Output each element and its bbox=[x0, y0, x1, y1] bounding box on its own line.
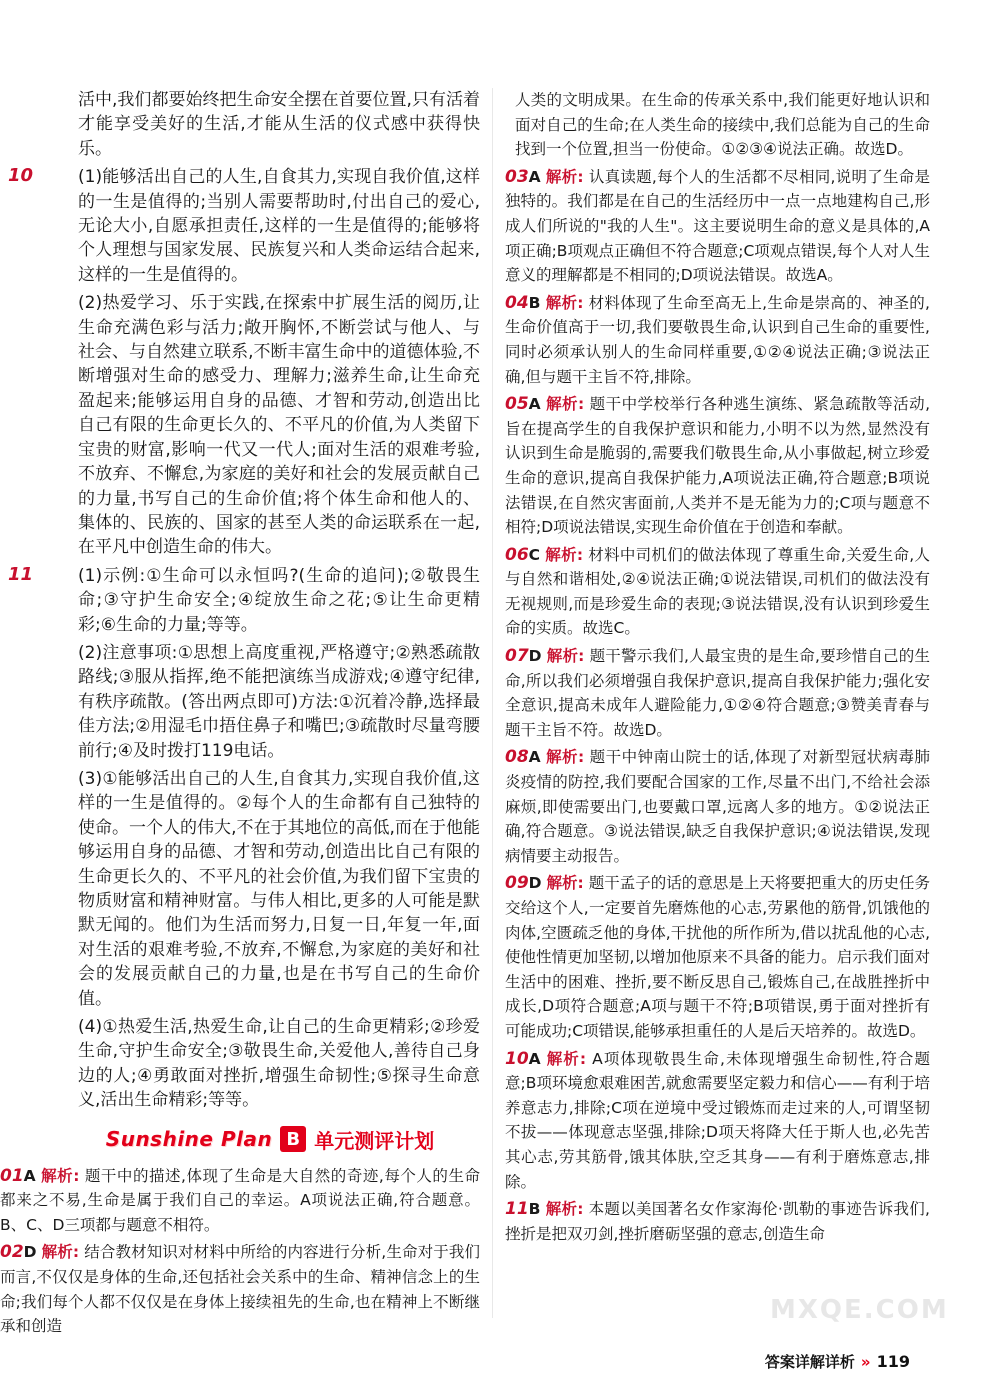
answer-number: 09 bbox=[505, 873, 529, 894]
q11-part-3: (3)①能够活出自己的人生,自食其力,实现自我价值,这样的一生是值得的。②每个人的生命都有自己独特的使命。一个人的伟大,不在于其地位的高低,而在于他能够运用自身的品德、才智和劳动,创造出比自己有限的生命更长久的、不平凡的社会价值,为我们留下宝贵的物质财富和精神财富。与伟人相比,更多的人可能是默默无闻的。他们为生活而努力,日复一日,年复一年,面对生活的艰难考验,不放弃,不懈怠,为家庭的美好和社会的发展贡献自己的力量,也是在书写自己的生命价值。 bbox=[78, 768, 480, 1009]
answer-key: C bbox=[528, 545, 541, 564]
answer-number: 07 bbox=[505, 646, 529, 667]
answer-item bbox=[505, 291, 930, 389]
answer-text: 题干中学校举行各种逃生演练、紧急疏散等活动,旨在提高学生的自我保护意识和能力,小明不以为然,显然没有认识到生命是脆弱的,需要我们敬畏生命,从小事做起,树立珍爱生命的意识,提高自我保护能力,A项说法正确,符合题意;B项说法错误,在自然灾害面前,人类并不是无能为力的;C项与题意不相符;D项说法错误,实现生命价值在于创造和奉献。 bbox=[505, 395, 930, 537]
banner-badge: B bbox=[280, 1126, 306, 1152]
right-column bbox=[505, 88, 930, 1249]
q11-part-2: (2)注意事项:①思想上高度重视,严格遵守;②熟悉疏散路线;③服从指挥,绝不能把演练当成游戏;④遵守纪律,有秩序疏散。(答出两点即可)方法:①沉着冷静,选择最佳方法;②用湿毛巾捂住鼻子和嘴巴;③疏散时尽量弯腰前行;④及时拨打119电话。 bbox=[78, 642, 480, 761]
answer-key: A bbox=[528, 167, 541, 186]
answer-key: D bbox=[528, 874, 542, 893]
answer-label: 解析: bbox=[546, 395, 585, 414]
answer-text: 题干中钟南山院士的话,体现了对新型冠状病毒肺炎疫情的防控,我们要配合国家的工作,尽量不出门,不给社会添麻烦,即使需要出门,也要戴口罩,远离人多的地方。①②说法正确,符合题意。③说法错误,缺乏自我保护意识;④说法错误,发现病情要主动报告。 bbox=[505, 748, 930, 865]
answer-text: 材料中司机们的做法体现了尊重生命,关爱生命,人与自然和谐相处,②④说法正确;①说法错误,司机们的做法没有无视规则,而是珍爱生命的表现;③说法错误,没有认识到珍爱生命的实质。故选C。 bbox=[505, 545, 930, 638]
chevron-right-icon: » bbox=[860, 1352, 871, 1371]
answer-label: 解析: bbox=[546, 874, 584, 893]
answer-text: 结合教材知识对材料中所给的内容进行分析,生命对于我们而言,不仅仅是身体的生命,还包括社会关系中的生命、精神信念上的生命;我们每个人都不仅仅是在身体上接续祖先的生命,也在精神上不断继承和创造 bbox=[0, 1243, 481, 1336]
section-banner bbox=[60, 1125, 480, 1154]
answer-text: 本题以美国著名女作家海伦·凯勒的事迹告诉我们,挫折是把双刃剑,挫折磨砺坚强的意志,创造生命 bbox=[505, 1200, 930, 1243]
right-answers bbox=[505, 165, 930, 1247]
q10-part-2: (2)热爱学习、乐于实践,在探索中扩展生活的阅历,让生命充满色彩与活力;敞开胸怀,不断尝试与他人、与社会、与自然建立联系,不断丰富生命中的道德体验,不断增强对生命的感受力、理解力;滋养生命,让生命充盈起来;能够运用自身的品德、才智和劳动,创造出比自己有限的生命更长久的、不平凡的价值,为人类留下宝贵的财富,影响一代又一代人;面对生活的艰难考验,不放弃、不懈怠,为家庭的美好和社会的发展贡献自己的力量,书写自己的生命价值;将个体生命和他人的、集体的、民族的、国家的甚至人类的命运联系在一起,在平凡中创造生命的伟大。 bbox=[78, 293, 480, 558]
answer-key: A bbox=[528, 748, 541, 767]
answer-key: B bbox=[528, 1200, 541, 1219]
answer-number: 01 bbox=[0, 1165, 24, 1186]
answer-item bbox=[505, 871, 930, 1043]
q11-part-1: (1)示例:①生命可以永恒吗?(生命的追问);②敬畏生命;③守护生命安全;④绽放生命之花;⑤让生命更精彩;⑥生命的力量;等等。 bbox=[78, 565, 480, 635]
answer-item bbox=[505, 543, 930, 641]
answer-label: 解析: bbox=[545, 1200, 584, 1219]
answer-item bbox=[505, 644, 930, 742]
answer-item bbox=[505, 1047, 930, 1195]
answer-number: 11 bbox=[505, 1199, 529, 1220]
right-intro-text: 人类的文明成果。在生命的传承关系中,我们能更好地认识和面对自己的生命;在人类生命的接续中,我们总能为自己的生命找到一个位置,担当一份使命。①②③④说法正确。故选D。 bbox=[515, 91, 930, 159]
answer-text: 认真读题,每个人的生活都不尽相同,说明了生命是独特的。我们都是在自己的生活经历中一点一点地建构自己,形成人们所说的"我的人生"。这主要说明生命的意义是具体的,A项正确;B项观点正确但不符合题意;C项观点错误,每个人对人生意义的理解都是不相同的;D项说法错误。故选A。 bbox=[505, 167, 930, 285]
answer-item bbox=[0, 1164, 480, 1238]
left-column bbox=[0, 88, 481, 1342]
answer-item bbox=[505, 165, 930, 288]
answer-item bbox=[0, 1240, 480, 1338]
answer-number: 05 bbox=[505, 394, 529, 415]
answer-key: A bbox=[528, 395, 541, 414]
answer-key: B bbox=[528, 293, 541, 312]
question-number: 11 bbox=[8, 563, 34, 585]
answer-label: 解析: bbox=[545, 293, 584, 312]
q11-part-4: (4)①热爱生活,热爱生命,让自己的生命更精彩;②珍爱生命,守护生命安全;③敬畏生命,关爱他人,善待自己身边的人;④勇敢面对挫折,增强生命韧性;⑤探寻生命意义,活出生命精彩;等等。 bbox=[78, 1017, 480, 1111]
answer-number: 10 bbox=[505, 1048, 529, 1069]
answer-key: A bbox=[528, 1049, 541, 1068]
answer-number: 04 bbox=[505, 292, 529, 313]
answer-item bbox=[505, 745, 930, 868]
answer-key: D bbox=[528, 647, 542, 666]
answer-label: 解析: bbox=[41, 1243, 80, 1262]
banner-title: 单元测评计划 bbox=[314, 1128, 435, 1153]
banner-brand: Sunshine Plan bbox=[105, 1127, 273, 1152]
answer-item bbox=[505, 1197, 930, 1246]
answer-text: 题干中的描述,体现了生命是大自然的奇迹,每个人的生命都来之不易,生命是属于我们自己的幸运。A项说法正确,符合题意。B、C、D三项都与题意不相符。 bbox=[0, 1166, 480, 1234]
answer-key: A bbox=[23, 1166, 36, 1185]
answer-label: 解析: bbox=[546, 1049, 587, 1068]
answer-label: 解析: bbox=[545, 545, 584, 564]
column-divider bbox=[492, 88, 493, 1318]
question-number: 10 bbox=[8, 165, 34, 187]
answer-number: 08 bbox=[505, 747, 529, 768]
answer-item bbox=[505, 392, 930, 540]
watermark-text: MXQE.COM bbox=[770, 1295, 949, 1325]
footer-label: 答案详解详析 bbox=[764, 1353, 855, 1371]
question-10 bbox=[8, 165, 480, 560]
answer-number: 03 bbox=[505, 166, 529, 187]
answer-number: 06 bbox=[505, 544, 529, 565]
page-number: 119 bbox=[876, 1352, 910, 1371]
answer-text: 题干孟子的话的意思是上天将要把重大的历史任务交给这个人,一定要首先磨炼他的心志,劳累他的筋骨,饥饿他的肉体,空匮疏乏他的身体,干扰他的所作所为,借以扰乱他的心志,使他性情更加坚韧,以增加他原来不具备的能力。启示我们面对生活中的困难、挫折,要不断反思自己,锻炼自己,在战胜挫折中成长,D项符合题意;A项与题干不符;B项错误,勇于面对挫折有可能成功;C项错误,能够承担重任的人是后天培养的。故选D。 bbox=[505, 874, 930, 1040]
answer-text: A项体现敬畏生命,未体现增强生命韧性,符合题意;B项环境愈艰难困苦,就愈需要坚定毅力和信心——有利于培养意志力,排除;C项在逆境中受过锻炼而走过来的人,可谓坚韧不拔——体现意志坚强,排除;D项天将降大任于斯人也,必先苦其心志,劳其筋骨,饿其体肤,空乏其身——有利于磨炼意志,排除。 bbox=[505, 1049, 930, 1191]
watermark-logo bbox=[770, 1295, 970, 1375]
answer-number: 02 bbox=[0, 1242, 24, 1263]
left-answers bbox=[0, 1164, 480, 1339]
left-intro-text: 活中,我们都要始终把生命安全摆在首要位置,只有活着才能享受美好的生活,才能从生活的仪式感中获得快乐。 bbox=[78, 90, 480, 159]
q10-part-1: (1)能够活出自己的人生,自食其力,实现自我价值,这样的一生是值得的;当别人需要帮助时,付出自己的爱心,无论大小,自愿承担责任,这样的一生是值得的;能够将个人理想与国家发展、民族复兴和人类命运结合起来,这样的一生是值得的。 bbox=[78, 167, 480, 285]
answer-text: 题干警示我们,人最宝贵的是生命,要珍惜自己的生命,所以我们必须增强自我保护意识,提高自我保护能力;强化安全意识,提高未成年人避险能力,①②④符合题意;③赞美青春与题干主旨不符。故选D。 bbox=[505, 647, 931, 739]
answer-text: 材料体现了生命至高无上,生命是崇高的、神圣的,生命价值高于一切,我们要敬畏生命,认识到自己生命的重要性,同时必须承认别人的生命同样重要,①②④说法正确;③说法正确,但与题干主旨不符,排除。 bbox=[505, 293, 930, 386]
answer-label: 解析: bbox=[545, 167, 584, 186]
answer-key: D bbox=[23, 1243, 37, 1262]
answer-label: 解析: bbox=[546, 647, 585, 666]
answer-label: 解析: bbox=[546, 748, 585, 767]
answer-label: 解析: bbox=[41, 1166, 80, 1185]
question-11 bbox=[8, 563, 480, 1113]
